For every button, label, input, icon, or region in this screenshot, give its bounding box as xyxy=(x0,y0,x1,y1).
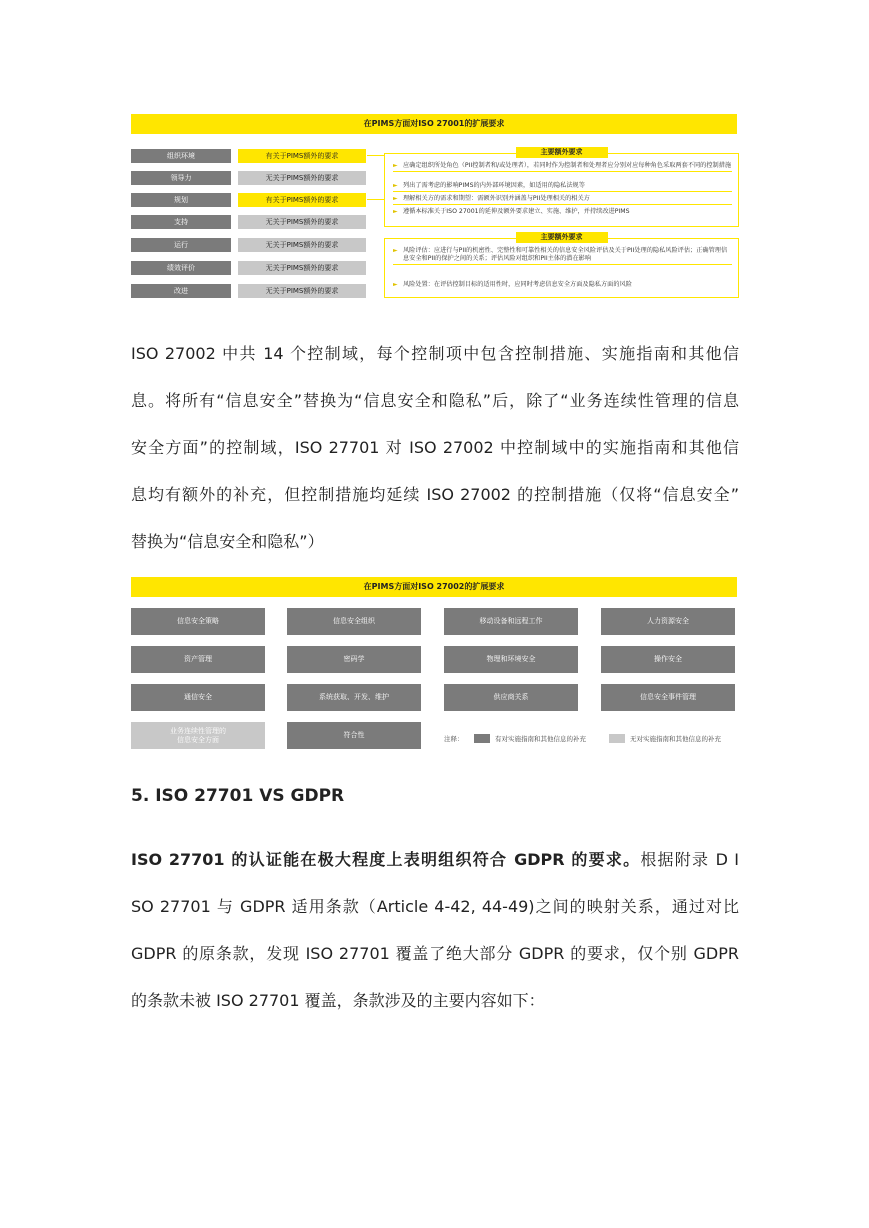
paragraph-line: 的条款未被 ISO 27701 覆盖，条款涉及的主要内容如下： xyxy=(131,991,545,1010)
extra-requirements-panel-1 xyxy=(384,148,739,227)
domain-cell: 通信安全 xyxy=(131,684,265,711)
pims-iso27001-figure xyxy=(131,114,737,302)
clause-context-status: 有关于PIMS额外的要求 xyxy=(238,149,366,163)
arrow-right-icon: ► xyxy=(393,182,398,189)
panel2-item: ► 风险评估：应进行与PII的机密性、完整性和可靠性相关的信息安全风险评估及关于PII处理的隐私风险评估；正确管理信息安全和PII的保护之间的关系；评估风险对组织和PII主体的潜在影响 xyxy=(393,247,732,265)
panel1-item: ► 理解相关方的需求和期望：需额外识别并涵盖与PII处理相关的相关方 xyxy=(393,195,732,205)
paragraph-line xyxy=(131,836,739,883)
clause-support: 支持 xyxy=(131,215,231,229)
paragraph-line: 安全方面”的控制域，ISO 27701 对 ISO 27002 中控制域中的实施指南和其他信 xyxy=(131,438,739,457)
domain-cell: 操作安全 xyxy=(601,646,735,673)
domain-cell: 信息安全事件管理 xyxy=(601,684,735,711)
legend-light-label: 无对实施指南和其他信息的补充 xyxy=(630,735,721,743)
line-rest: 根据附录 D I xyxy=(640,850,739,869)
clause-planning: 规划 xyxy=(131,193,231,207)
paragraph-iso27002 xyxy=(131,330,739,565)
domain-cell-bcm: 业务连续性管理的 信息安全方面 xyxy=(131,722,265,749)
clause-operation-status: 无关于PIMS额外的要求 xyxy=(238,238,366,252)
domain-cell: 人力资源安全 xyxy=(601,608,735,635)
clause-improvement-status: 无关于PIMS额外的要求 xyxy=(238,284,366,298)
arrow-right-icon: ► xyxy=(393,195,398,202)
clause-performance-status: 无关于PIMS额外的要求 xyxy=(238,261,366,275)
figure1-title: 在PIMS方面对ISO 27001的扩展要求 xyxy=(131,114,737,134)
arrow-right-icon: ► xyxy=(393,281,398,288)
panel1-item: ► 列出了需考虑的影响PIMS的内外部环境因素，如适用的隐私法规等 xyxy=(393,182,732,192)
paragraph-gdpr xyxy=(131,836,739,1024)
paragraph-line: 息。将所有“信息安全”替换为“信息安全和隐私”后，除了“业务连续性管理的信息 xyxy=(131,391,739,410)
panel1-item: ► 应确定组织所处角色（PII控制者和/或处理者），若同时作为控制者和处理者应分别对应每种角色采取两套不同的控制措施 xyxy=(393,162,732,172)
clause-improvement: 改进 xyxy=(131,284,231,298)
clause-support-status: 无关于PIMS额外的要求 xyxy=(238,215,366,229)
domain-cell: 信息安全策略 xyxy=(131,608,265,635)
paragraph-line: 替换为“信息安全和隐私”） xyxy=(131,532,324,551)
legend-dark-label: 有对实施指南和其他信息的补充 xyxy=(495,735,586,743)
pims-iso27002-figure xyxy=(131,577,737,749)
panel1-heading: 主要额外要求 xyxy=(516,147,608,158)
domain-cell: 资产管理 xyxy=(131,646,265,673)
panel2-heading: 主要额外要求 xyxy=(516,232,608,243)
paragraph-line: GDPR 的原条款，发现 ISO 27701 覆盖了绝大部分 GDPR 的要求，仅个别 GDPR xyxy=(131,944,739,963)
paragraph-line: ISO 27002 中共 14 个控制域，每个控制项中包含控制措施、实施指南和其他信 xyxy=(131,344,739,363)
clause-planning-status: 有关于PIMS额外的要求 xyxy=(238,193,366,207)
clause-leadership: 领导力 xyxy=(131,171,231,185)
bold-lead: ISO 27701 的认证能在极大程度上表明组织符合 GDPR 的要求。 xyxy=(131,850,641,869)
connector-line xyxy=(367,155,384,156)
domain-cell: 信息安全组织 xyxy=(287,608,421,635)
arrow-right-icon: ► xyxy=(393,162,398,169)
paragraph-line: 息均有额外的补充，但控制措施均延续 ISO 27002 的控制措施（仅将“信息安全” xyxy=(131,485,739,504)
legend-light-swatch xyxy=(609,734,625,743)
panel1-item: ► 遵循本标准关于ISO 27001的延伸及额外要求建立、实施、维护，并持续改进PIMS xyxy=(393,208,630,215)
section-heading: 5. ISO 27701 VS GDPR xyxy=(131,786,345,806)
connector-line xyxy=(367,199,384,200)
legend-note-label: 注释： xyxy=(444,735,464,743)
domain-cell: 系统获取、开发、维护 xyxy=(287,684,421,711)
domain-cell: 密码学 xyxy=(287,646,421,673)
clause-context: 组织环境 xyxy=(131,149,231,163)
figure2-title: 在PIMS方面对ISO 27002的扩展要求 xyxy=(131,577,737,597)
clause-operation: 运行 xyxy=(131,238,231,252)
arrow-right-icon: ► xyxy=(393,247,398,254)
domain-cell: 物理和环境安全 xyxy=(444,646,578,673)
panel2-item: ► 风险处置：在评估控制目标的适用性时，应同时考虑信息安全方面及隐私方面的风险 xyxy=(393,281,632,288)
domain-cell: 供应商关系 xyxy=(444,684,578,711)
domain-cell: 移动设备和远程工作 xyxy=(444,608,578,635)
extra-requirements-panel-2 xyxy=(384,233,739,298)
domain-cell: 符合性 xyxy=(287,722,421,749)
clause-leadership-status: 无关于PIMS额外的要求 xyxy=(238,171,366,185)
paragraph-line: SO 27701 与 GDPR 适用条款（Article 4-42, 44-49)之间的映射关系，通过对比 xyxy=(131,897,739,916)
clause-performance: 绩效评价 xyxy=(131,261,231,275)
arrow-right-icon: ► xyxy=(393,208,398,215)
legend-dark-swatch xyxy=(474,734,490,743)
